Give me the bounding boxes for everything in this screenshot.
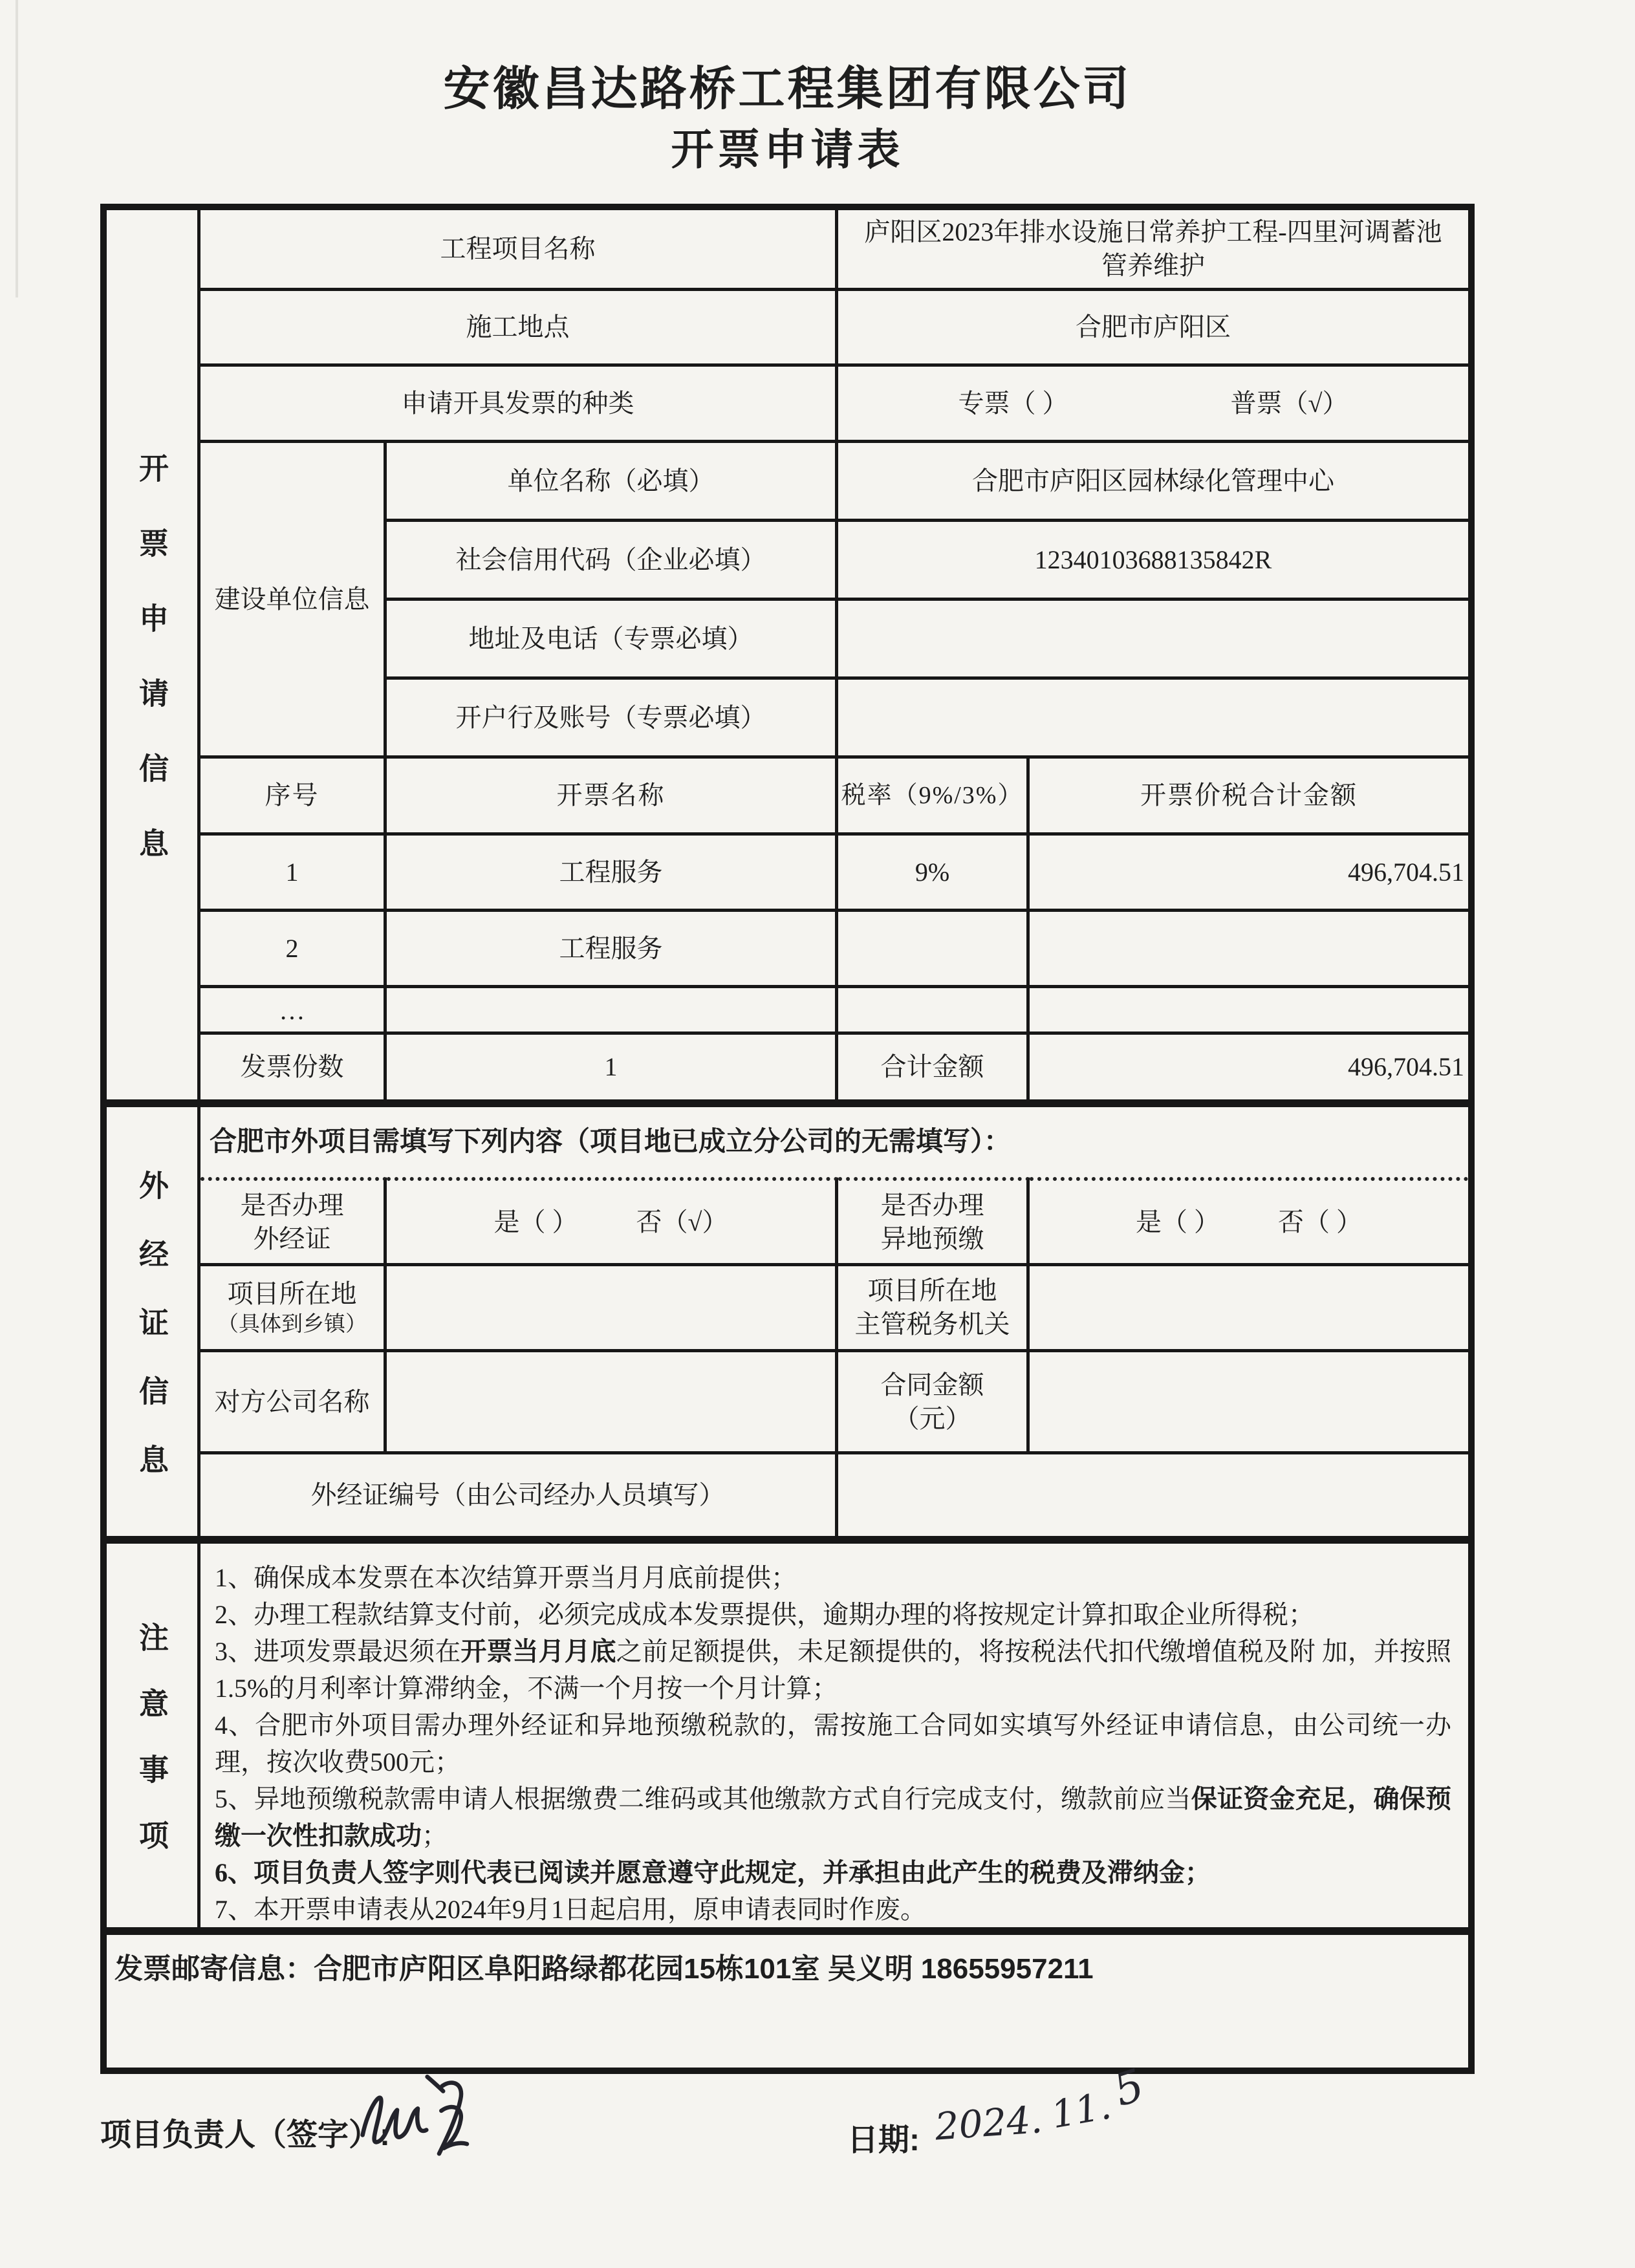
- invoice-kind-special-checkbox: 专票（ ）: [958, 388, 1068, 418]
- copies-value: 1: [387, 1035, 838, 1099]
- credit-code-label: 社会信用代码（企业必填）: [387, 522, 838, 601]
- note-item-4: 4、合肥市外项目需办理外经证和异地预缴税款的，需按施工合同如实填写外经证申请信息，由公司统一办理，按次收费500元；: [215, 1711, 1451, 1777]
- credit-code-value: 12340103688135842R: [838, 522, 1468, 601]
- note-item-3: 3、进项发票最迟须在开票当月月底之前足额提供，未足额提供的，将按税法代扣代缴增值税及附 加，并按照1.5%的月利率计算滞纳金，不满一个月按一个月计算；: [215, 1637, 1452, 1703]
- section-divider: [107, 1927, 1468, 1935]
- row1-no: 1: [200, 836, 387, 912]
- form-header: [100, 57, 1475, 177]
- application-form-table: [100, 204, 1475, 2074]
- notes-section: [107, 1544, 1468, 1927]
- sidebar-outside-permit-info: 外经证信息: [107, 1107, 200, 1536]
- outside-permit-section: [107, 1107, 1468, 1536]
- tax-authority-value: [1030, 1266, 1468, 1352]
- scan-artifact: [16, 0, 18, 297]
- project-name-value: [838, 210, 1468, 291]
- row1-rate: 9%: [838, 836, 1030, 912]
- mailing-info-row: [107, 1935, 1468, 2066]
- row2-rate: [838, 912, 1030, 988]
- row1-amount: 496,704.51: [1030, 836, 1468, 912]
- address-phone-label: 地址及电话（专票必填）: [387, 601, 838, 680]
- project-name-label: 工程项目名称: [200, 210, 838, 291]
- row3-rate: [838, 988, 1030, 1035]
- builder-group-label: 建设单位信息: [200, 443, 387, 759]
- row3-amount: [1030, 988, 1468, 1035]
- col-header-rate: 税率（9%/3%）: [838, 759, 1030, 836]
- invoice-kind-value: [838, 367, 1468, 443]
- mailing-info-text: 发票邮寄信息：合肥市庐阳区阜阳路绿都花园15栋101室 吴义明 18655957211: [114, 1953, 1094, 1985]
- prepay-question-label: 是否办理 异地预缴: [838, 1177, 1030, 1266]
- prepay-yes-checkbox: 是（ ）: [1136, 1207, 1220, 1237]
- col-header-name: 开票名称: [387, 759, 838, 836]
- bank-account-value: [838, 680, 1468, 759]
- permit-number-label: 外经证编号（由公司经办人员填写）: [200, 1454, 838, 1536]
- form-title: 开票申请表: [671, 125, 904, 173]
- invoice-kind-general-checkbox: 普票（√）: [1230, 388, 1348, 418]
- note-item-5: 5、异地预缴税款需申请人根据缴费二维码或其他缴款方式自行完成支付，缴款前应当保证资金充足，确保预缴一次性扣款成功；: [215, 1784, 1452, 1850]
- note-item-2: 2、办理工程款结算支付前，必须完成成本发票提供，逾期办理的将按规定计算扣取企业所得税；: [215, 1600, 1314, 1629]
- row1-name: 工程服务: [387, 836, 838, 912]
- contract-amount-value: [1030, 1352, 1468, 1454]
- outside-project-note: 合肥市外项目需填写下列内容（项目地已成立分公司的无需填写）：: [210, 1127, 1012, 1157]
- project-location-label: 项目所在地 （具体到乡镇）: [200, 1266, 387, 1352]
- construction-site-label: 施工地点: [200, 291, 838, 367]
- col-header-no: 序号: [200, 759, 387, 836]
- handwritten-signature-scribble: [343, 2058, 499, 2178]
- section-divider: [107, 1099, 1468, 1107]
- counterparty-label: 对方公司名称: [200, 1352, 387, 1454]
- prepay-no-checkbox: 否（ ）: [1278, 1207, 1362, 1237]
- permit-number-value: [838, 1454, 1468, 1536]
- row2-no: 2: [200, 912, 387, 988]
- permit-question-value: [387, 1177, 838, 1266]
- construction-site-value: 合肥市庐阳区: [838, 291, 1468, 367]
- row2-amount: [1030, 912, 1468, 988]
- prepay-question-value: [1030, 1177, 1468, 1266]
- sidebar-invoice-apply-info: 开票申请信息: [107, 210, 200, 1099]
- tax-authority-label: 项目所在地 主管税务机关: [838, 1266, 1030, 1352]
- notes-text: [200, 1544, 1468, 1928]
- project-name-line2: 管养维护: [1101, 251, 1205, 280]
- company-title: 安徽昌达路桥工程集团有限公司: [443, 63, 1132, 115]
- builder-name-value: 合肥市庐阳区园林绿化管理中心: [838, 443, 1468, 522]
- copies-label: 发票份数: [200, 1035, 387, 1099]
- counterparty-value: [387, 1352, 838, 1454]
- section-divider: [107, 1536, 1468, 1544]
- note-item-6: 6、项目负责人签字则代表已阅读并愿意遵守此规定，并承担由此产生的税费及滞纳金；: [215, 1858, 1211, 1887]
- builder-name-label: 单位名称（必填）: [387, 443, 838, 522]
- permit-no-checkbox: 否（√）: [636, 1207, 728, 1237]
- project-name-line1: 庐阳区2023年排水设施日常养护工程-四里河调蓄池: [864, 217, 1442, 246]
- invoice-kind-label: 申请开具发票的种类: [200, 367, 838, 443]
- project-location-value: [387, 1266, 838, 1352]
- note-item-1: 1、确保成本发票在本次结算开票当月月底前提供；: [215, 1563, 797, 1592]
- col-header-amount: 开票价税合计金额: [1030, 759, 1468, 836]
- note-item-7: 7、本开票申请表从2024年9月1日起启用，原申请表同时作废。: [215, 1895, 926, 1924]
- row3-name: [387, 988, 838, 1035]
- permit-question-label: 是否办理 外经证: [200, 1177, 387, 1266]
- sidebar-notes: 注意事项: [107, 1544, 200, 1928]
- bank-account-label: 开户行及账号（专票必填）: [387, 680, 838, 759]
- address-phone-value: [838, 601, 1468, 680]
- row3-no: …: [200, 988, 387, 1035]
- signature-line: [100, 2059, 1475, 2178]
- invoice-apply-section: [107, 210, 1468, 1099]
- sign-label: 项目负责人（签字）:: [100, 2118, 390, 2152]
- date-label: 日期:: [847, 2123, 920, 2157]
- total-label: 合计金额: [838, 1035, 1030, 1099]
- contract-amount-label: 合同金额 （元）: [838, 1352, 1030, 1454]
- permit-yes-checkbox: 是（ ）: [493, 1207, 578, 1237]
- handwritten-date: 2024. 11. 5: [933, 2059, 1151, 2149]
- total-value: 496,704.51: [1348, 1052, 1464, 1081]
- row2-name: 工程服务: [387, 912, 838, 988]
